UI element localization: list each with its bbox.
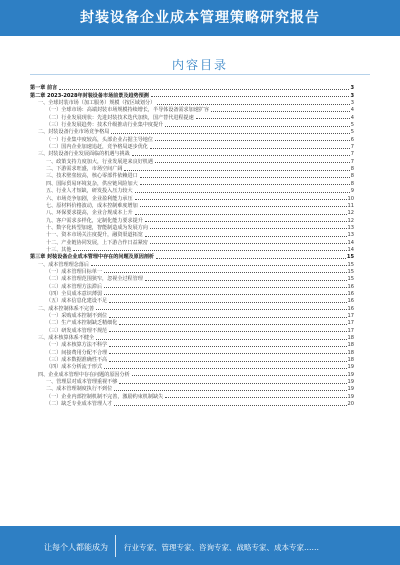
toc-entry-title: （三）研发成本管理不规范 <box>46 327 108 334</box>
toc-dot-leader <box>119 324 346 325</box>
toc-entry[interactable] <box>30 297 354 304</box>
toc-entry[interactable] <box>30 319 354 326</box>
toc-entry-title: 四、企业成本管理中存在问题的原因分析 <box>38 371 130 378</box>
toc-entry-title: （三）行业发展趋势：技术升级推动行业集中度提升 <box>46 122 164 129</box>
toc-page-number: 17 <box>347 327 354 334</box>
toc-dot-leader <box>165 126 350 127</box>
toc-dot-leader <box>119 383 346 384</box>
toc-dot-leader <box>96 309 346 310</box>
toc-entry[interactable] <box>30 187 354 194</box>
toc-entry-title: 二、成本管理制度执行不到位 <box>46 386 113 393</box>
toc-page-number: 19 <box>347 386 354 393</box>
toc-dot-leader <box>104 272 346 273</box>
toc-dot-leader <box>124 170 349 171</box>
toc-entry-title: （一）成本核算方法不科学 <box>46 342 108 349</box>
toc-page-number: 15 <box>347 276 354 283</box>
toc-page-number: 16 <box>347 290 354 297</box>
toc-dot-leader <box>59 89 349 90</box>
toc-entry[interactable] <box>30 202 354 209</box>
toc-page-number: 10 <box>347 195 354 202</box>
toc-page-number: 13 <box>347 232 354 239</box>
toc-page-number: 19 <box>347 371 354 378</box>
toc-entry[interactable] <box>30 238 354 245</box>
toc-dot-leader <box>114 390 346 391</box>
toc-entry-title: 十、数字化转型加速，智能制造成为发展方向 <box>46 224 148 231</box>
toc-entry-title: 二、成本控制体系不完善 <box>38 305 95 312</box>
toc-entry-title: 三、封装设备行业发展面临的机遇与挑战 <box>38 151 130 158</box>
toc-dot-leader <box>135 199 347 200</box>
toc-dot-leader <box>91 265 347 266</box>
toc-dot-leader <box>109 317 346 318</box>
toc-page-number: 18 <box>347 357 354 364</box>
toc-entry[interactable] <box>30 106 354 113</box>
toc-entry[interactable] <box>30 179 354 186</box>
toc-entry-title: 十一、资本市场关注度提升，融资渠道拓宽 <box>46 232 143 239</box>
toc-entry-title: 第二章 2023-2028年封装设备市场前景及趋势预测 <box>30 92 149 99</box>
toc-entry-title: 八、环保要求提高，企业合规成本上升 <box>46 210 133 217</box>
toc-entry-title: （二）行业发展现状：先进封装技术迭代加快，国产替代进程提速 <box>46 114 194 121</box>
toc-entry[interactable] <box>30 348 354 355</box>
toc-page-number: 15 <box>346 254 354 261</box>
toc-dot-leader <box>114 405 346 406</box>
toc-dot-leader <box>109 331 346 332</box>
toc-heading-rule <box>30 74 370 75</box>
toc-entry-title: （一）全球市场：高端封装市场规模持续增长，半导体设备需求加速扩容 <box>46 107 210 114</box>
toc-page-number: 4 <box>350 107 354 114</box>
toc-entry[interactable] <box>30 385 354 392</box>
toc-page-number: 20 <box>347 401 354 408</box>
toc-entry[interactable] <box>30 99 354 106</box>
toc-dot-leader <box>156 258 346 259</box>
toc-dot-leader <box>145 236 347 237</box>
toc-entry[interactable] <box>30 172 354 179</box>
toc-dot-leader <box>109 346 346 347</box>
toc-page-number: 3 <box>350 92 354 99</box>
toc-entry-title: 第一章 前言 <box>30 85 58 92</box>
toc-heading: 内容目录 <box>171 58 228 72</box>
toc-entry-title: 十三、其他 <box>46 246 72 253</box>
toc-entry[interactable] <box>30 326 354 333</box>
toc-page-number: 19 <box>347 393 354 400</box>
toc-entry-title: （四）全员成本意识薄弱 <box>46 290 103 297</box>
toc-page-number: 7 <box>350 151 354 158</box>
toc-dot-leader <box>157 104 350 105</box>
toc-entry[interactable] <box>30 128 354 135</box>
toc-page-number: 4 <box>350 114 354 121</box>
toc-entry-title: 十二、产业链协同发展，上下游合作日益紧密 <box>46 239 148 246</box>
toc-dot-leader <box>111 133 349 134</box>
toc-dot-leader <box>109 361 346 362</box>
toc-dot-leader <box>96 339 346 340</box>
toc-dot-leader <box>150 243 347 244</box>
toc-entry-title: 一、成本管理理念落后 <box>38 261 89 268</box>
toc-entry[interactable] <box>30 341 354 348</box>
toc-entry-title: （一）企业内部控制机制不完善，激励约束机制缺失 <box>46 393 164 400</box>
toc-entry[interactable] <box>30 231 354 238</box>
toc-page-number: 19 <box>347 379 354 386</box>
toc-dot-leader <box>151 96 350 97</box>
toc-page-number: 3 <box>350 85 354 92</box>
toc-entry[interactable] <box>30 121 354 128</box>
toc-entry[interactable] <box>30 290 354 297</box>
toc-entry[interactable] <box>30 268 354 275</box>
toc-dot-leader <box>155 140 350 141</box>
toc-entry-title: 三、成本核算体系不健全 <box>38 335 95 342</box>
toc-page-number: 5 <box>350 122 354 129</box>
toc-page-number: 18 <box>347 335 354 342</box>
toc-dot-leader <box>150 148 350 149</box>
toc-page-number: 8 <box>350 166 354 173</box>
toc-page-number: 19 <box>347 364 354 371</box>
toc-entry-title: 二、下游需求旺盛，市场空间广阔 <box>46 166 123 173</box>
toc-entry-title: 六、市场竞争加剧，企业盈利能力承压 <box>46 195 133 202</box>
toc-page-number: 7 <box>350 158 354 165</box>
toc-dot-leader <box>145 221 347 222</box>
toc-dot-leader <box>132 155 350 156</box>
toc-page-number: 16 <box>347 283 354 290</box>
toc-entry-title: 九、客户需求多样化，定制化能力要求提升 <box>46 217 143 224</box>
toc-entry[interactable] <box>30 275 354 282</box>
document-title: 封装设备企业成本管理策略研究报告 <box>80 10 320 26</box>
toc-entry-title: （二）缺乏专业成本管理人才 <box>46 401 113 408</box>
toc-page-number: 7 <box>350 144 354 151</box>
toc-dot-leader <box>140 206 347 207</box>
toc-dot-leader <box>104 368 346 369</box>
toc-entry-title: （三）成本管理方法滞后 <box>46 283 103 290</box>
toc-page-number: 8 <box>350 180 354 187</box>
toc-entry-title: （三）成本数据准确性不高 <box>46 357 108 364</box>
toc-page-number: 11 <box>347 202 354 209</box>
toc-entry-title: 二、封装设备行业市场竞争格局 <box>38 129 110 136</box>
footer-divider <box>115 535 116 557</box>
toc-dot-leader <box>104 294 346 295</box>
toc-page-number: 18 <box>347 342 354 349</box>
toc-page-number: 17 <box>347 320 354 327</box>
toc-page-number: 5 <box>350 129 354 136</box>
toc-entry-title: 七、原材料价格波动，成本控制难度增加 <box>46 202 138 209</box>
toc-chapter-entry[interactable] <box>30 253 354 260</box>
toc-entry[interactable] <box>30 143 354 150</box>
toc-dot-leader <box>135 192 350 193</box>
toc-dot-leader <box>211 111 350 112</box>
toc-dot-leader <box>196 118 350 119</box>
toc-entry[interactable] <box>30 216 354 223</box>
toc-entry-title: （一）成本管理目标单一 <box>46 268 103 275</box>
toc-dot-leader <box>109 302 346 303</box>
toc-page-number: 12 <box>347 210 354 217</box>
toc-dot-leader <box>140 177 350 178</box>
toc-dot-leader <box>150 228 347 229</box>
toc-entry-title: 第三章 封装设备企业成本管理中存在的问题及原因剖析 <box>30 254 155 261</box>
toc-entry-title: 五、行业人才短缺，研发投入压力较大 <box>46 188 133 195</box>
toc-dot-leader <box>104 287 346 288</box>
footer-tagline: 行业专家、管理专家、咨询专家、战略专家、成本专家…… <box>124 543 319 552</box>
toc-page-number: 14 <box>347 239 354 246</box>
toc-page-number: 15 <box>347 268 354 275</box>
toc-entry-title: （一）采购成本控制不到位 <box>46 313 108 319</box>
toc-entry[interactable] <box>30 246 354 253</box>
toc-entry-title: 一、全球封装市场（加工服务）规模（按区域划分） <box>38 100 156 107</box>
toc-entry[interactable] <box>30 282 354 289</box>
toc-page-number: 17 <box>347 313 354 319</box>
toc-dot-leader <box>165 397 346 398</box>
toc-entry[interactable] <box>30 363 354 370</box>
toc-dot-leader <box>109 353 346 354</box>
toc-entry[interactable] <box>30 400 354 407</box>
toc-entry[interactable] <box>30 334 354 341</box>
toc-entry-title: （五）成本信息化建设不足 <box>46 298 108 305</box>
toc-entry-title: （二）生产成本控制缺乏精细化 <box>46 320 118 327</box>
toc-entry[interactable] <box>30 312 354 319</box>
toc-entry[interactable] <box>30 370 354 377</box>
toc-entry[interactable] <box>30 356 354 363</box>
toc-chapter-entry[interactable] <box>30 91 354 98</box>
toc-entry-title: 三、技术壁垒较高，核心零部件依赖进口 <box>46 173 138 180</box>
toc-chapter-entry[interactable] <box>30 84 354 91</box>
toc-entry-title: 四、国际贸易环境复杂，供应链风险加大 <box>46 180 138 187</box>
toc-dot-leader <box>155 162 350 163</box>
toc-dot-leader <box>135 214 347 215</box>
toc-page-number: 3 <box>350 100 354 107</box>
toc-page-number: 18 <box>347 349 354 356</box>
toc-entry[interactable] <box>30 135 354 142</box>
toc-page-number: 13 <box>347 224 354 231</box>
toc-entry-title: （四）成本分析流于形式 <box>46 364 103 371</box>
toc-entry[interactable] <box>30 260 354 267</box>
toc-page-number: 15 <box>347 261 354 268</box>
toc-page-number: 16 <box>347 305 354 312</box>
toc-entry-title: （二）国内企业加速追赶，竞争格局逐步优化 <box>46 144 148 151</box>
toc-dot-leader <box>140 184 350 185</box>
toc-entry[interactable] <box>30 392 354 399</box>
toc-page-number: 14 <box>347 246 354 253</box>
toc-entry[interactable] <box>30 224 354 231</box>
toc-dot-leader <box>73 250 346 251</box>
toc-entry[interactable] <box>30 209 354 216</box>
toc-entry-title: （一）行业集中度较高，头部企业占据主导地位 <box>46 136 153 143</box>
toc-entry-title: 一、管理层对成本管理重视不够 <box>46 379 118 386</box>
toc-entry[interactable] <box>30 165 354 172</box>
toc-page-number: 12 <box>347 217 354 224</box>
toc-page-number: 6 <box>350 136 354 143</box>
toc-entry-title: （二）间接费用分配不合理 <box>46 349 108 356</box>
toc-dot-leader <box>145 280 347 281</box>
footer-slogan: 让每个人都能成为 <box>44 543 108 552</box>
toc-entry-title: （二）成本管理范围狭窄，忽视全过程管理 <box>46 276 143 283</box>
toc-page-number: 9 <box>350 188 354 195</box>
toc-entry[interactable] <box>30 378 354 385</box>
toc-entry[interactable] <box>30 304 354 311</box>
toc-page-number: 16 <box>347 298 354 305</box>
table-of-contents <box>30 84 354 407</box>
toc-entry-title: 一、政策支持力度加大，行业发展迎来良好机遇 <box>46 158 153 165</box>
toc-dot-leader <box>132 375 347 376</box>
toc-entry[interactable] <box>30 113 354 120</box>
toc-entry[interactable] <box>30 150 354 157</box>
toc-entry[interactable] <box>30 194 354 201</box>
toc-page-number: 8 <box>350 173 354 180</box>
toc-entry[interactable] <box>30 157 354 164</box>
